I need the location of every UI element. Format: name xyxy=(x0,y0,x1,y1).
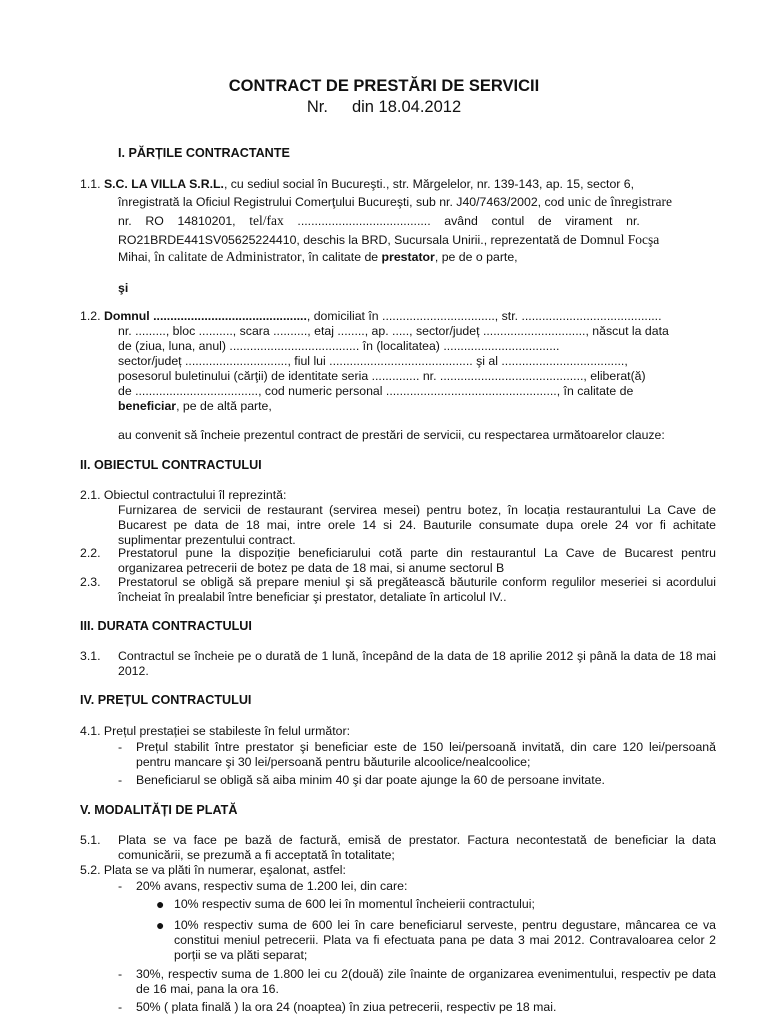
clause-1-1-line-4: RO21BRDE441SV05625224410, deschis la BRD, Sucursala Unirii., reprezentată de Domnul Focşa xyxy=(118,232,660,247)
clause-2-2: 2.2. Prestatorul pune la dispoziție beneficiarului cotă parte din restaurantul La Cave de Bucarest pentru organizarea petrecerii de botez pe data de 18 mai, si anume sectorul B xyxy=(80,546,716,575)
bullet-icon: ● xyxy=(156,896,165,912)
section-heading-duration: III. DURATA CONTRACTULUI xyxy=(80,619,252,633)
clause-1-2-line-7: beneficiar, pe de altă parte, xyxy=(118,399,272,413)
clause-1-1-line-2: înregistrată la Oficiul Registrului Comerţului Bucureşti, sub nr. J40/7463/2002, cod unic de înregistrare xyxy=(118,194,672,209)
price-item: - Beneficiarul se obligă să aiba minim 40 şi dar poate ajunge la 60 de persoane invitate. xyxy=(118,773,605,787)
contract-number-label: Nr. xyxy=(306,98,328,116)
bullet-icon: ● xyxy=(156,917,165,933)
agreement-sentence: au convenit să încheie prezentul contract de prestări de servicii, cu respectarea următoarelor clauze: xyxy=(118,428,665,442)
section-heading-parties: I. PĂRȚILE CONTRACTANTE xyxy=(118,146,290,160)
clause-1-2-line-4: sector/județ .............................., fiul lui .......................................... şi al ...................................., xyxy=(118,354,628,368)
price-item: - Prețul stabilit între prestator şi beneficiar este de 150 lei/persoană invitată, din care 120 lei/persoană pentru mancare şi 30 lei/persoană pentru băuturile alcoolice/nealcoolice; xyxy=(118,740,716,769)
clause-2-1-text: Furnizarea de servicii de restaurant (servirea mesei) pentru botez, în locația restaurantului La Cave de Bucarest pe data de 18 mai, intre orele 14 si 24. Bauturile consumate dupa orele 24 vor fi achitate suplimentar prezentului contract. xyxy=(118,503,716,547)
clause-4-1: 4.1. Prețul prestației se stabileste în felul următor: xyxy=(80,724,350,738)
document-subtitle xyxy=(0,97,768,117)
clause-2-1: 2.1. Obiectul contractului îl reprezintă: xyxy=(80,488,287,502)
contract-date: din 18.04.2012 xyxy=(351,98,462,116)
company-name: S.C. LA VILLA S.R.L. xyxy=(103,177,224,191)
clause-5-2: 5.2. Plata se va plăti în numerar, eşalonat, astfel: xyxy=(80,863,346,877)
clause-1-2-line-3: de (ziua, luna, anul) ...................................... în (localitatea) .................................. xyxy=(118,339,560,353)
section-heading-object: II. OBIECTUL CONTRACTULUI xyxy=(80,458,262,472)
clause-5-1: 5.1. Plata se va face pe bază de factură, emisă de prestator. Factura necontestată de beneficiar la data comunicării, se prezumă a fi acceptată în totalitate; xyxy=(80,833,716,862)
clause-2-3: 2.3. Prestatorul se obligă să prepare meniul şi să pregătească băuturile conform regulilor meseriei si acordului încheiat în prealabil între beneficiar şi prestator, detaliate în articolul IV.. xyxy=(80,575,716,604)
clause-1-2-line-5: posesorul buletinului (cărţii) de identitate seria .............. nr. .........................................., eliberat(ă) xyxy=(118,369,646,383)
payment-sub-item: ● 10% respectiv suma de 600 lei în momentul încheierii contractului; xyxy=(156,896,535,912)
section-heading-payment: V. MODALITĂȚI DE PLATĂ xyxy=(80,803,238,817)
clause-1-2-line-1: 1.2. Domnul ............................................., domiciliat în ................................., str. ......................................... xyxy=(80,309,662,323)
payment-item: - 50% ( plata finală ) la ora 24 (noaptea) în ziua petrecerii, respectiv pe 18 mai. xyxy=(118,1000,557,1014)
clause-1-1-line-1: 1.1. S.C. LA VILLA S.R.L., cu sediul social în Bucureşti., str. Mărgelelor, nr. 139-143, ap. 15, sector 6, xyxy=(80,177,635,191)
payment-item: - 30%, respectiv suma de 1.800 lei cu 2(două) zile înainte de organizarea evenimentului, respectiv pe data de 16 mai, pana la ora 16. xyxy=(118,967,716,996)
conjunction-si: şi xyxy=(118,281,129,295)
document-title: CONTRACT DE PRESTĂRI DE SERVICII xyxy=(228,77,540,95)
section-heading-price: IV. PREȚUL CONTRACTULUI xyxy=(80,693,252,707)
payment-sub-item: ● 10% respectiv suma de 600 lei în care beneficiarul serveste, pentru degustare, mâncarea ce va constitui meniul petrecerii. Plata va fi efectuata pana pe data 3 mai 2012. Contravaloarea celor 2 porții se va plăti separat; xyxy=(156,917,716,962)
payment-item: - 20% avans, respectiv suma de 1.200 lei, din care: xyxy=(118,879,408,893)
clause-1-2-line-2: nr. ........., bloc .........., scara .........., etaj ........, ap. ....., sector/județ .............................., născut la data xyxy=(118,324,669,338)
clause-1-1-line-3: nr. RO 14810201, tel/fax ....................................... având contul de virament nr. xyxy=(118,213,640,228)
clause-1-2-line-6: de ...................................., cod numeric personal .................................................., în calitate de xyxy=(118,384,634,398)
clause-1-1-line-5: Mihai, în calitate de Administrator, în calitate de prestator, pe de o parte, xyxy=(118,249,518,264)
clause-3-1: 3.1. Contractul se încheie pe o durată de 1 lună, începând de la data de 18 aprilie 2012 şi până la data de 18 mai 2012. xyxy=(80,649,716,678)
